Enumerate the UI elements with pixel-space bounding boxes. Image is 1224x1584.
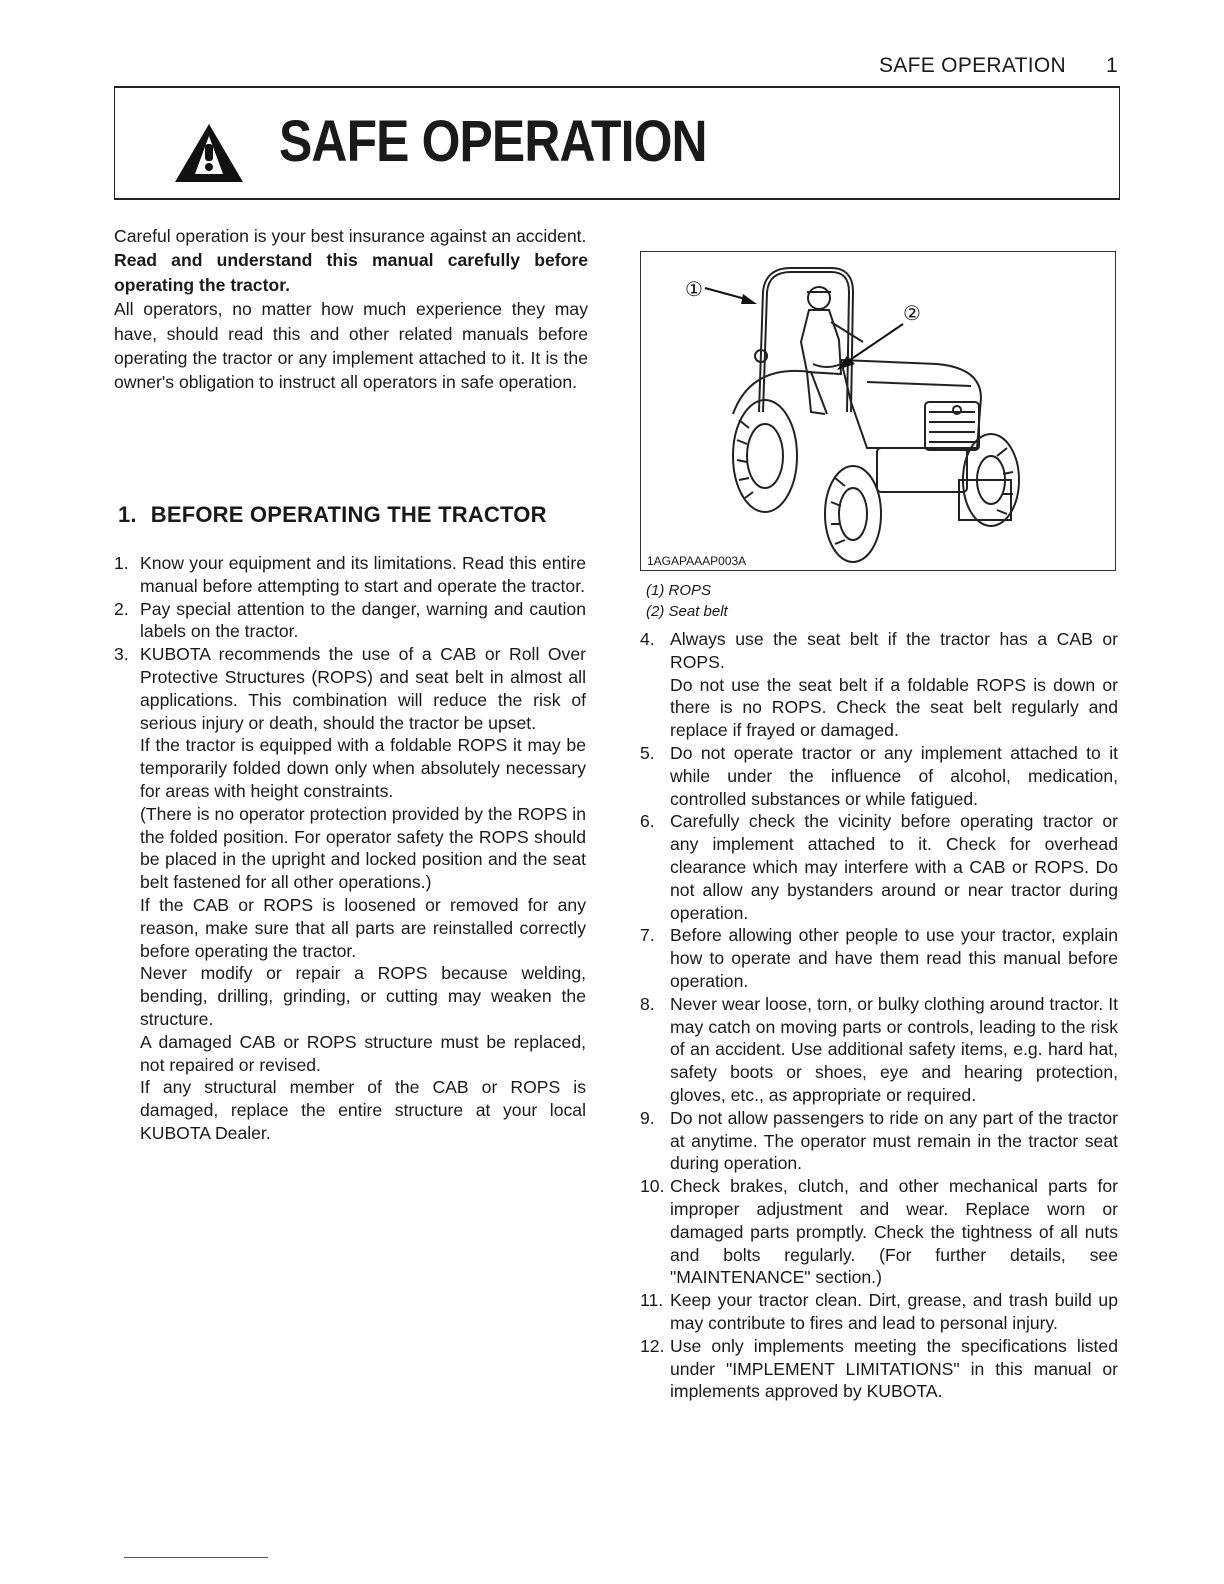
list-item <box>640 924 1118 992</box>
figure-code: 1AGAPAAAP003A <box>647 554 747 568</box>
list-item-paragraph: Never wear loose, torn, or bulky clothing around tractor. It may catch on moving parts or controls, leading to the risk of an accident. Use additional safety items, e.g. hard hat, safety boots or shoes, eye and hearing protection, gloves, etc., as appropriate or required. <box>670 993 1118 1105</box>
list-item <box>640 742 1118 810</box>
list-item <box>640 628 1118 742</box>
list-item-paragraph: If any structural member of the CAB or ROPS is damaged, replace the entire structure at your local KUBOTA Dealer. <box>140 1077 586 1143</box>
list-item-text <box>670 1335 1118 1403</box>
list-item-text <box>140 598 586 644</box>
caption-seat-belt: (2) Seat belt <box>646 603 728 620</box>
callout-1 <box>705 288 757 304</box>
list-item-number: 5. <box>640 742 655 763</box>
list-item <box>114 598 586 644</box>
list-item <box>640 810 1118 924</box>
callout-1-label: ① <box>685 277 703 301</box>
list-item-text <box>670 924 1118 992</box>
list-item-number: 6. <box>640 811 655 832</box>
list-item <box>640 1175 1118 1289</box>
list-item-paragraph: Before allowing other people to use your tractor, explain how to operate and have them read this manual before operation. <box>670 925 1118 991</box>
list-item-number: 8. <box>640 993 655 1014</box>
list-item <box>640 1107 1118 1175</box>
list-item-paragraph: A damaged CAB or ROPS structure must be replaced, not repaired or revised. <box>140 1031 586 1075</box>
list-item-number: 4. <box>640 629 655 649</box>
list-item-text <box>670 810 1118 924</box>
intro-paragraph: All operators, no matter how much experience they may have, should read this and other related manuals before operating the tractor or any implement attached to it. It is the owner's obligation to instruct all operators in safe operation. <box>114 299 588 393</box>
list-item-paragraph: Pay special attention to the danger, warning and caution labels on the tractor. <box>140 598 586 642</box>
list-item <box>640 993 1118 1107</box>
list-item-paragraph: Know your equipment and its limitations. Read this entire manual before attempting to start and operate the tractor. <box>140 553 586 596</box>
list-item-number: 12. <box>640 1335 665 1356</box>
tractor-figure <box>640 251 1116 571</box>
list-item-number: 10. <box>640 1176 665 1197</box>
list-item-number: 3. <box>114 644 129 665</box>
title-box <box>114 86 1120 200</box>
list-item-paragraph: If the tractor is equipped with a foldable ROPS it may be temporarily folded down only when absolutely necessary for areas with height constraints. <box>140 735 586 801</box>
list-item-text <box>140 552 586 598</box>
list-item-paragraph: (There is no operator protection provided by the ROPS in the folded position. For operator safety the ROPS should be placed in the upright and locked position and the seat belt fastened for all other operations.) <box>140 803 586 893</box>
section-number: 1. <box>118 502 137 527</box>
caption-rops: (1) ROPS <box>646 582 712 599</box>
intro-emphasis: Read and understand this manual carefully before operating the tractor. <box>114 250 588 295</box>
figure-captions <box>646 580 728 622</box>
list-item-text <box>670 1289 1118 1335</box>
list-item-text <box>670 628 1118 742</box>
list-item-paragraph: Always use the seat belt if the tractor has a CAB or ROPS. <box>670 629 1118 672</box>
safety-list-left <box>114 552 586 1145</box>
list-item-paragraph: Do not allow passengers to ride on any part of the tractor at anytime. The operator must remain in the tractor seat during operation. <box>670 1107 1118 1174</box>
list-item-paragraph: If the CAB or ROPS is loosened or removed for any reason, make sure that all parts are reinstalled correctly before operating the tractor. <box>140 894 586 961</box>
list-item-paragraph: Never modify or repair a ROPS because welding, bending, drilling, grinding, or cutting may weaken the structure. <box>140 963 586 1029</box>
list-item-paragraph: Carefully check the vicinity before operating tractor or any implement attached to it. Check for overhead clearance which may interfere with a CAB or ROPS. Do not allow any bystanders around or near tractor during operation. <box>670 811 1118 923</box>
running-header-title: SAFE OPERATION <box>879 54 1067 77</box>
list-item <box>114 552 586 598</box>
running-header <box>879 54 1118 78</box>
page-number: 1 <box>1106 54 1118 77</box>
list-item-number: 9. <box>640 1107 655 1128</box>
list-item-number: 2. <box>114 598 129 619</box>
page-title: SAFE OPERATION <box>279 109 707 174</box>
section-title: BEFORE OPERATING THE TRACTOR <box>150 502 547 527</box>
tractor-illustration <box>641 252 1115 570</box>
list-item <box>640 1335 1118 1403</box>
list-item-text <box>670 993 1118 1107</box>
list-item-paragraph: Do not use the seat belt if a foldable ROPS is down or there is no ROPS. Check the seat belt regularly and replace if frayed or damaged. <box>670 674 1118 741</box>
list-item-paragraph: Keep your tractor clean. Dirt, grease, and trash build up may contribute to fires and lead to personal injury. <box>670 1290 1118 1333</box>
list-item-text <box>670 1107 1118 1175</box>
intro-paragraph: Careful operation is your best insurance against an accident. <box>114 226 587 246</box>
list-item-text <box>670 1175 1118 1289</box>
intro-block <box>114 224 588 395</box>
footer-rule <box>124 1557 268 1558</box>
callout-2-label: ② <box>903 301 921 325</box>
list-item-number: 7. <box>640 925 655 946</box>
list-item-paragraph: Do not operate tractor or any implement attached to it while under the influence of alcohol, medication, controlled substances or while fatigued. <box>670 742 1118 809</box>
list-item-number: 1. <box>114 553 129 573</box>
list-item <box>114 643 586 1145</box>
list-item-text <box>670 742 1118 810</box>
list-item-number: 11. <box>640 1290 664 1311</box>
list-item-text <box>140 643 586 1145</box>
list-item-paragraph: Check brakes, clutch, and other mechanical parts for improper adjustment and wear. Replace worn or damaged parts promptly. Check the tightness of all nuts and bolts regularly. (For further details, see "MAINTENANCE" section.) <box>670 1176 1118 1288</box>
list-item-paragraph: KUBOTA recommends the use of a CAB or Roll Over Protective Structures (ROPS) and seat belt in almost all applications. This combination will reduce the risk of serious injury or death, should the tractor be upset. <box>140 644 586 733</box>
section-heading <box>118 502 547 528</box>
list-item-paragraph: Use only implements meeting the specifications listed under "IMPLEMENT LIMITATIONS" in this manual or implements approved by KUBOTA. <box>670 1335 1118 1402</box>
warning-triangle-icon <box>173 122 245 189</box>
safety-list-right <box>640 628 1118 1403</box>
list-item <box>640 1289 1118 1335</box>
